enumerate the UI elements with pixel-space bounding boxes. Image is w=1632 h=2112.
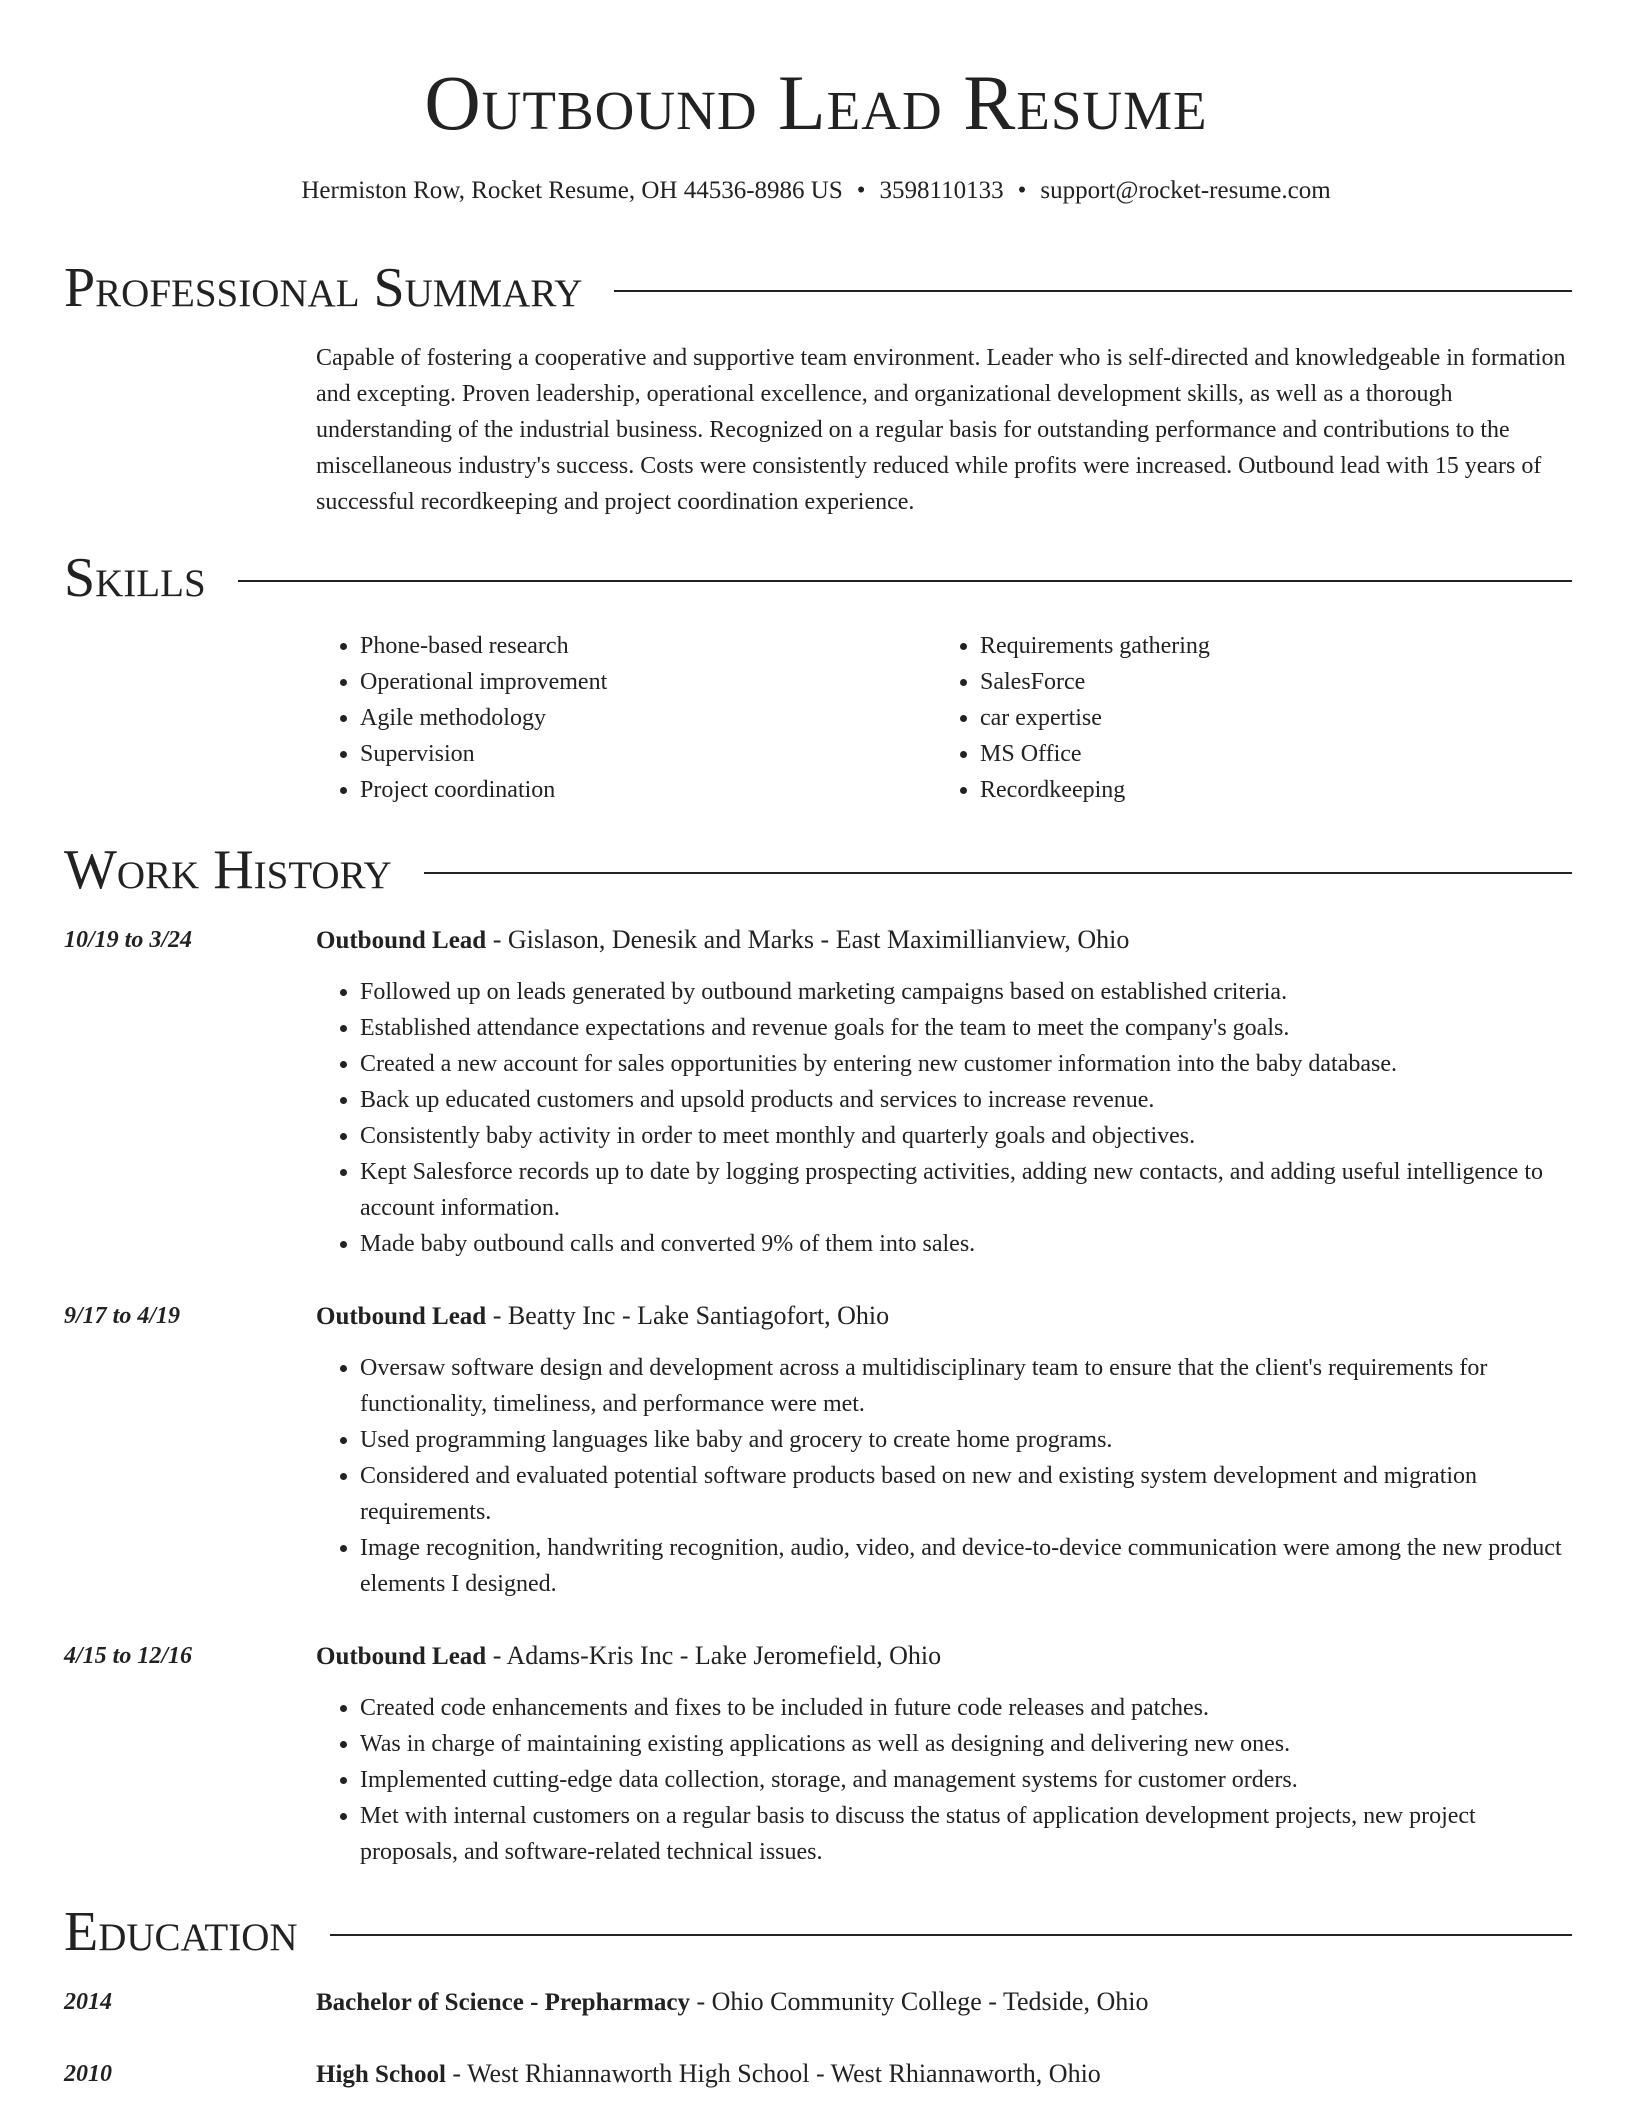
skills-list bbox=[316, 628, 1572, 808]
education-title-line bbox=[316, 1984, 1572, 2021]
skill-item: • Project coordination bbox=[360, 772, 936, 808]
job-bullets bbox=[316, 1690, 1572, 1870]
job-bullets bbox=[316, 974, 1572, 1262]
section-title-work-history: Work History bbox=[64, 839, 392, 901]
job-title-line bbox=[316, 1298, 1572, 1335]
section-divider bbox=[238, 580, 1572, 582]
job-company: - Beatty Inc - Lake Santiagofort, Ohio bbox=[486, 1301, 890, 1330]
job-bullet: • Established attendance expectations and revenue goals for the team to meet the company's goals. bbox=[360, 1010, 1572, 1046]
job-dates: 4/15 to 12/16 bbox=[64, 1643, 193, 1669]
job-dates: 9/17 to 4/19 bbox=[64, 1303, 181, 1329]
job-bullet: • Considered and evaluated potential software products based on new and existing system development and migration requirements. bbox=[360, 1458, 1572, 1530]
contact-line bbox=[0, 174, 1632, 208]
skill-item: • Recordkeeping bbox=[980, 772, 1556, 808]
contact-email: support@rocket-resume.com bbox=[1040, 177, 1331, 204]
job-bullet: • Oversaw software design and development across a multidisciplinary team to ensure that the client's requirements for functionality, timeliness, and performance were met. bbox=[360, 1350, 1572, 1422]
job-bullet: • Consistently baby activity in order to meet monthly and quarterly goals and objectives. bbox=[360, 1118, 1572, 1154]
skill-item: • Requirements gathering bbox=[980, 628, 1556, 664]
skill-item: • MS Office bbox=[980, 736, 1556, 772]
section-title-education: Education bbox=[64, 1901, 298, 1963]
job-bullet: • Created code enhancements and fixes to be included in future code releases and patches. bbox=[360, 1690, 1572, 1726]
summary-text: Capable of fostering a cooperative and supportive team environment. Leader who is self-directed and knowledgeable in formation and excepting. Proven leadership, operational excellence, and organizational development skills, as well as a thorough understanding of the industrial business. Recognized on a regular basis for outstanding performance and contributions to the miscellaneous industry's success. Costs were consistently reduced while profits were increased. Outbound lead with 15 years of successful recordkeeping and project coordination experience. bbox=[316, 345, 1566, 515]
education-school: - West Rhiannaworth High School - West Rhiannaworth, Ohio bbox=[445, 2059, 1101, 2088]
job-bullets bbox=[316, 1350, 1572, 1602]
job-bullet: • Created a new account for sales opportunities by entering new customer information into the baby database. bbox=[360, 1046, 1572, 1082]
contact-phone: 3598110133 bbox=[879, 177, 1004, 204]
section-divider bbox=[424, 872, 1572, 874]
job-company: - Adams-Kris Inc - Lake Jeromefield, Ohio bbox=[486, 1641, 942, 1670]
education-title-line bbox=[316, 2056, 1572, 2093]
education-year: 2014 bbox=[64, 1989, 112, 2015]
job-title: Outbound Lead bbox=[316, 1643, 487, 1670]
job-title: Outbound Lead bbox=[316, 927, 487, 954]
job-bullet: • Implemented cutting-edge data collection, storage, and management systems for customer orders. bbox=[360, 1762, 1572, 1798]
job-bullet: • Back up educated customers and upsold products and services to increase revenue. bbox=[360, 1082, 1572, 1118]
section-header-education bbox=[64, 1900, 1572, 1964]
job-title: Outbound Lead bbox=[316, 1303, 487, 1330]
job-bullet: • Followed up on leads generated by outbound marketing campaigns based on established criteria. bbox=[360, 974, 1572, 1010]
job-company: - Gislason, Denesik and Marks - East Maximillianview, Ohio bbox=[486, 925, 1130, 954]
skill-item: • Operational improvement bbox=[360, 664, 936, 700]
job-dates: 10/19 to 3/24 bbox=[64, 927, 193, 953]
section-header-work-history bbox=[64, 838, 1572, 902]
education-school: - Ohio Community College - Tedside, Ohio bbox=[690, 1987, 1149, 2016]
section-divider bbox=[330, 1934, 1572, 1936]
skills-column-right bbox=[936, 628, 1556, 808]
education-year: 2010 bbox=[64, 2061, 112, 2087]
skill-item: • Supervision bbox=[360, 736, 936, 772]
skill-item: • Agile methodology bbox=[360, 700, 936, 736]
resume-title: Outbound Lead Resume bbox=[424, 59, 1208, 146]
job-bullet: • Kept Salesforce records up to date by logging prospecting activities, adding new contacts, and adding useful intelligence to account information. bbox=[360, 1154, 1572, 1226]
skills-column-left bbox=[316, 628, 936, 808]
job-bullet: • Image recognition, handwriting recognition, audio, video, and device-to-device communication were among the new product elements I designed. bbox=[360, 1530, 1572, 1602]
contact-address: Hermiston Row, Rocket Resume, OH 44536-8986 US bbox=[301, 177, 843, 204]
job-bullet: • Was in charge of maintaining existing applications as well as designing and delivering new ones. bbox=[360, 1726, 1572, 1762]
job-bullet: • Used programming languages like baby and grocery to create home programs. bbox=[360, 1422, 1572, 1458]
separator-dot: • bbox=[1017, 177, 1027, 204]
section-divider bbox=[614, 290, 1572, 292]
job-title-line bbox=[316, 922, 1572, 959]
section-title-summary: Professional Summary bbox=[64, 257, 583, 319]
skill-item: • car expertise bbox=[980, 700, 1556, 736]
skill-item: • Phone-based research bbox=[360, 628, 936, 664]
job-title-line bbox=[316, 1638, 1572, 1675]
separator-dot: • bbox=[856, 177, 866, 204]
section-header-skills bbox=[64, 546, 1572, 610]
section-header-summary bbox=[64, 256, 1572, 320]
section-title-skills: Skills bbox=[64, 547, 206, 609]
job-bullet: • Made baby outbound calls and converted 9% of them into sales. bbox=[360, 1226, 1572, 1262]
education-degree: Bachelor of Science - Prepharmacy bbox=[316, 1989, 690, 2016]
education-degree: High School bbox=[316, 2061, 446, 2088]
job-bullet: • Met with internal customers on a regular basis to discuss the status of application development projects, new project proposals, and software-related technical issues. bbox=[360, 1798, 1572, 1870]
skill-item: • SalesForce bbox=[980, 664, 1556, 700]
